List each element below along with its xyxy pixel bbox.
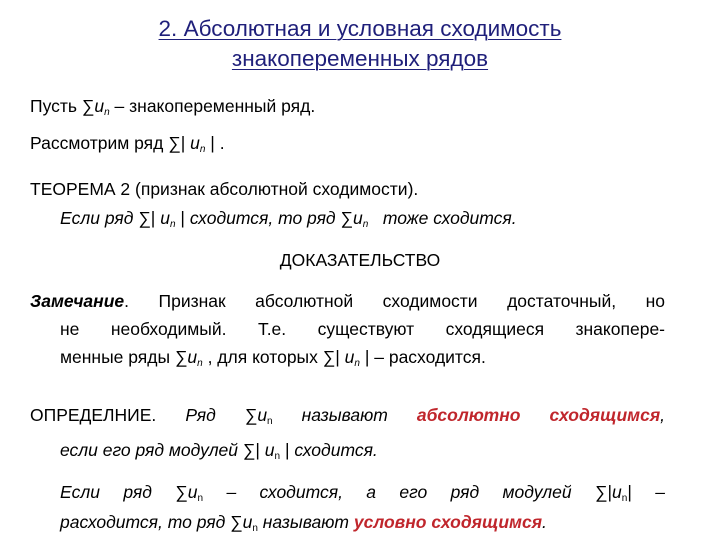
title-line-1: 2. Абсолютная и условная сходимость	[158, 16, 562, 41]
theorem-statement: Если ряд ∑| $u_n$ | сходится, то ряд $\sum u_n$ тоже сходится.	[60, 208, 517, 230]
term-conditionally-convergent: условно сходящимся	[353, 512, 543, 532]
term-u: u	[94, 96, 105, 116]
remark-label: Замечание	[30, 291, 125, 311]
intro-line-2: Рассмотрим ряд ∑| $u_n$ | .	[30, 133, 225, 155]
remark-line-3: менные ряды $\sum u_n$ , для которых ∑| $u_n$ | – расходится.	[60, 347, 486, 369]
sum-symbol: ∑	[168, 133, 181, 153]
definition-label: ОПРЕДЕЛНИЕ.	[30, 405, 186, 425]
remark-line-2: не необходимый. Т.е. существуют сходящиеся знакопере-	[60, 319, 665, 339]
definition-line-4: расходится, то ряд $\sum u_n$ называют условно сходящимся.	[60, 512, 547, 534]
theorem-heading: ТЕОРЕМА 2 (признак абсолютной сходимости).	[30, 179, 419, 199]
term-absolutely-convergent: абсолютно сходящимся	[416, 405, 661, 425]
sum-symbol: ∑	[81, 96, 95, 116]
definition-line-1: ОПРЕДЕЛНИЕ. Ряд $\sum u_n$ называют абсолютно сходящимся,	[30, 405, 665, 427]
proof-heading: ДОКАЗАТЕЛЬСТВО	[279, 250, 441, 270]
page-title	[0, 14, 720, 74]
remark-line-1: Замечание. Признак абсолютной сходимости достаточный, но	[30, 291, 665, 311]
title-line-2: знакопеременных рядов	[231, 46, 489, 71]
intro-line-1: Пусть $\sum u_n$ – знакопеременный ряд.	[30, 96, 316, 118]
definition-line-3: Если ряд $\sum u_n$ – сходится, а его ряд модулей $\sum|u_n|$ –	[60, 482, 665, 504]
definition-line-2: если его ряд модулей ∑| $u_n$ | сходится.	[60, 440, 378, 462]
